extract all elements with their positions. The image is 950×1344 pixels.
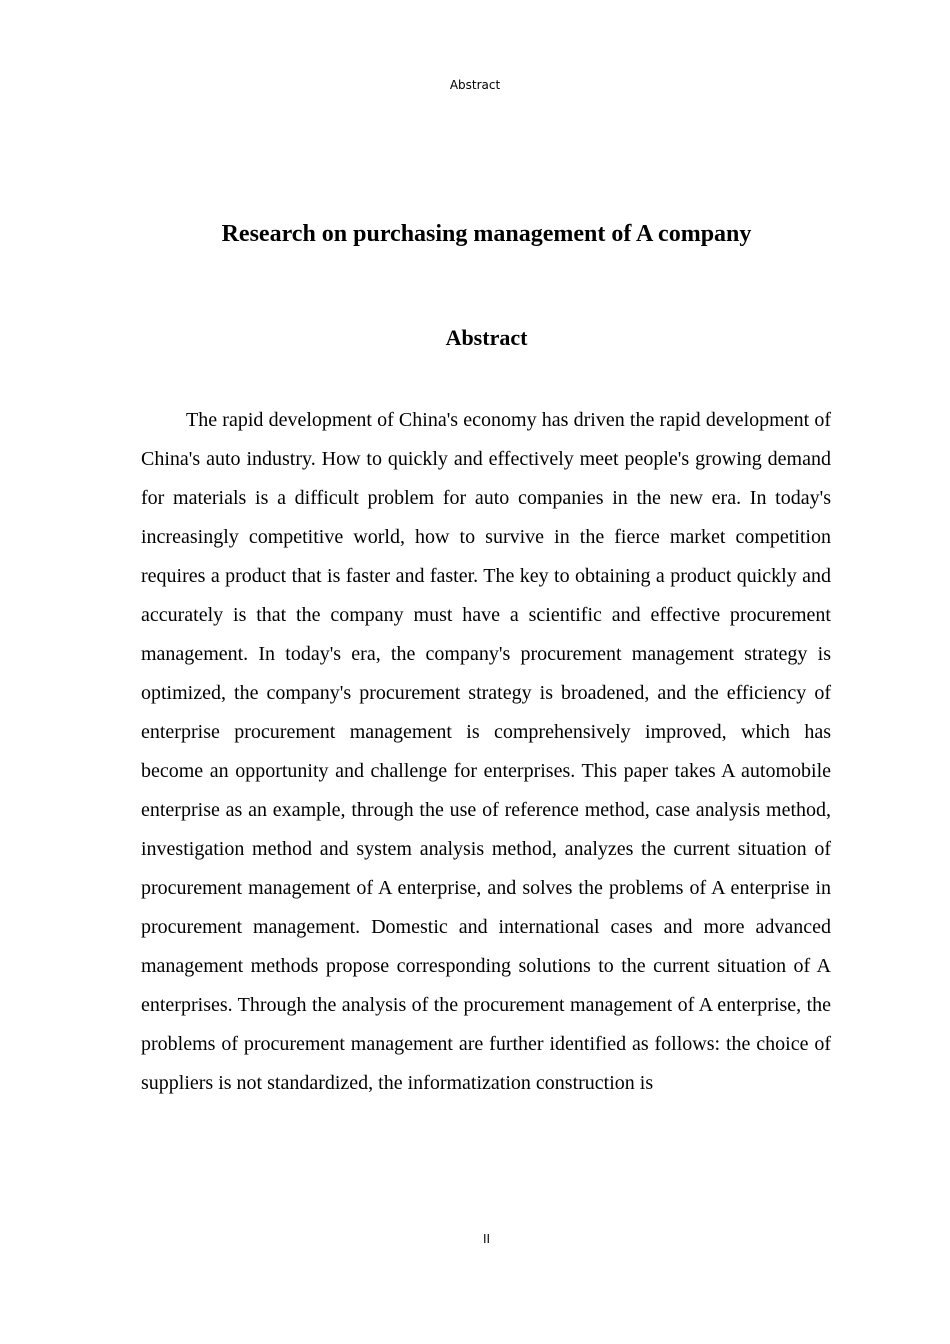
document-title: Research on purchasing management of A company xyxy=(221,221,752,247)
running-header: Abstract xyxy=(449,78,501,92)
section-heading-abstract: Abstract xyxy=(445,325,528,350)
page-number: II xyxy=(482,1232,491,1246)
abstract-paragraph: The rapid development of China's economy has driven the rapid development of China's auto industry. How to quickly and effectively meet people's growing demand for materials is a difficult problem for auto companies in the new era. In today's increasingly competitive world, how to survive in the fierce market competition requires a product that is faster and faster. The key to obtaining a product quickly and accurately is that the company must have a scientific and effective procurement management. In today's era, the company's procurement management strategy is optimized, the company's procurement strategy is broadened, and the efficiency of enterprise procurement management is comprehensively improved, which has become an opportunity and challenge for enterprises. This paper takes A automobile enterprise as an example, through the use of reference method, case analysis method, investigation method and system analysis method, analyzes the current situation of procurement management of A enterprise, and solves the problems of A enterprise in procurement management. Domestic and international cases and more advanced management methods propose corresponding solutions to the current situation of A enterprises. Through the analysis of the procurement management of A enterprise, the problems of procurement management are further identified as follows: the choice of suppliers is not standardized, the informatization construction is xyxy=(141,409,831,1094)
